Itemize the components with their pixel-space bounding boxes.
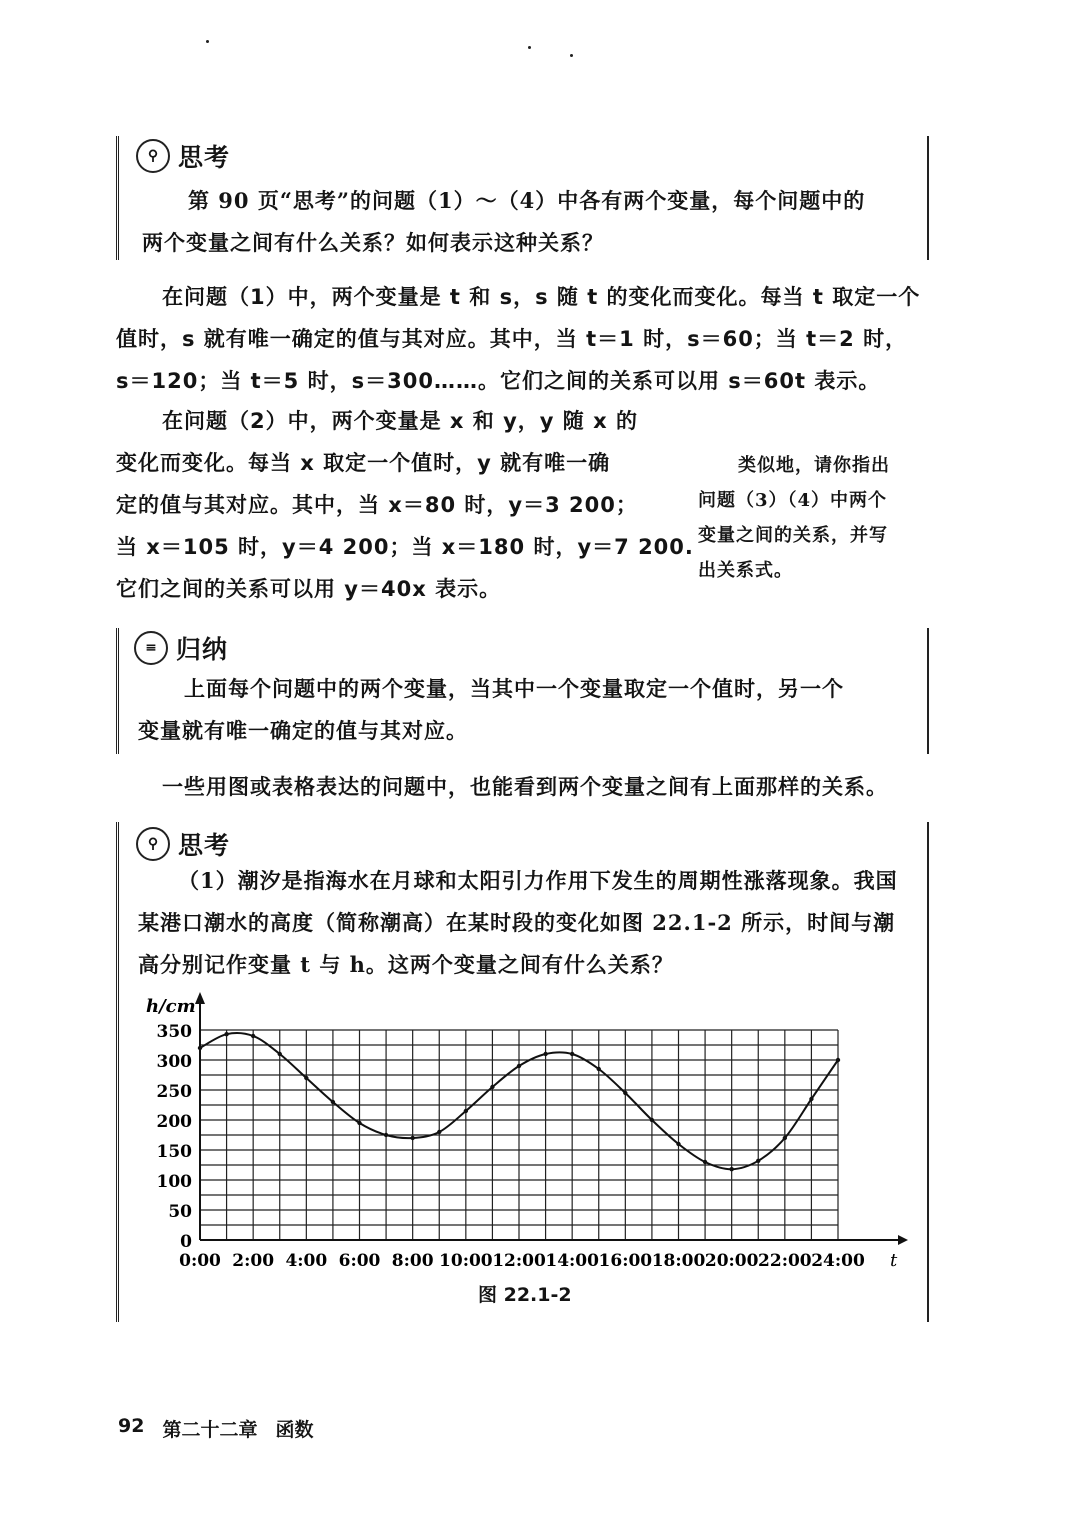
x-tick-label: 16:00: [598, 1251, 653, 1271]
side-note: [698, 448, 928, 588]
data-point: [437, 1130, 441, 1134]
paragraph-1: [116, 276, 932, 402]
text-line: 值时，s 就有唯一确定的值与其对应。其中，当 t＝1 时，s＝60；当 t＝2 时，: [116, 327, 908, 351]
y-tick-label: 50: [168, 1202, 192, 1222]
y-axis-arrow: [195, 992, 205, 1004]
data-point: [570, 1052, 574, 1056]
text-line: （1）潮汐是指海水在月球和太阳引力作用下发生的周期性涨落现象。我国: [178, 868, 898, 893]
data-point: [331, 1100, 335, 1104]
summary-title: 归纳: [176, 635, 229, 664]
data-point: [809, 1097, 813, 1101]
figure-caption: 图 22.1-2: [478, 1284, 572, 1306]
bridge-sentence: [116, 766, 932, 808]
speck: [570, 54, 573, 57]
text-line: 某港口潮水的高度（简称潮高）在某时段的变化如图 22.1-2 所示，时间与潮: [138, 910, 896, 935]
text-line: s＝120；当 t＝5 时，s＝300……。它们之间的关系可以用 s＝60t 表示。: [116, 369, 881, 393]
speck: [206, 40, 209, 43]
data-point: [464, 1109, 468, 1113]
text-line: 上面每个问题中的两个变量，当其中一个变量取定一个值时，另一个: [184, 676, 844, 701]
text-line: 变化而变化。每当 x 取定一个值时，y 就有唯一确: [116, 451, 611, 475]
x-tick-label: 4:00: [285, 1251, 328, 1271]
text-line: 在问题（2）中，两个变量是 x 和 y，y 随 x 的: [162, 409, 638, 433]
text-line: 它们之间的关系可以用 y＝40x 表示。: [116, 577, 502, 601]
data-point: [729, 1167, 733, 1171]
x-tick-label: 8:00: [391, 1251, 434, 1271]
page-number: 92: [118, 1415, 145, 1437]
x-tick-label: 18:00: [651, 1251, 706, 1271]
data-point: [278, 1052, 282, 1056]
data-point: [384, 1133, 388, 1137]
data-point: [224, 1032, 228, 1036]
x-tick-label: 12:00: [492, 1251, 546, 1271]
tide-chart: [120, 988, 910, 1278]
y-axis-label: h/cm: [146, 996, 196, 1017]
summary-heading: [134, 630, 228, 666]
text-line: 在问题（1）中，两个变量是 t 和 s，s 随 t 的变化而变化。每当 t 取定一个: [162, 285, 921, 309]
y-tick-label: 250: [156, 1082, 192, 1102]
data-point: [517, 1064, 521, 1068]
x-tick-label: 10:00: [439, 1251, 493, 1271]
y-tick-label: 0: [180, 1232, 192, 1252]
think-box-2-title: 思考: [178, 831, 231, 860]
data-point: [304, 1076, 308, 1080]
side-note-line: 变量之间的关系，并写: [698, 525, 888, 546]
data-point: [543, 1052, 547, 1056]
text-line: 高分别记作变量 t 与 h。这两个变量之间有什么关系？: [138, 952, 674, 977]
side-note-line: 出关系式。: [698, 560, 793, 581]
data-point: [410, 1136, 414, 1140]
text-line: 第 90 页“思考”的问题（1）～（4）中各有两个变量，每个问题中的: [188, 188, 866, 213]
y-tick-label: 200: [156, 1112, 192, 1132]
side-note-line: 问题（3）（4）中两个: [698, 490, 888, 511]
text-line: 两个变量之间有什么关系？如何表示这种关系？: [142, 230, 604, 255]
data-point: [357, 1121, 361, 1125]
paragraph-2: [116, 400, 694, 610]
data-point: [836, 1058, 840, 1062]
x-tick-label: 6:00: [338, 1251, 381, 1271]
x-tick-label: 20:00: [704, 1251, 759, 1271]
chapter-topic: 函数: [275, 1419, 314, 1441]
chapter-label: 第二十二章: [162, 1419, 258, 1441]
x-axis-label: t: [890, 1250, 898, 1271]
think-box-2-heading: [136, 826, 230, 862]
text-line: 当 x＝105 时，y＝4 200；当 x＝180 时，y＝7 200.: [116, 535, 694, 559]
data-point: [623, 1091, 627, 1095]
data-point: [490, 1085, 494, 1089]
x-tick-label: 14:00: [545, 1251, 599, 1271]
y-tick-label: 100: [156, 1172, 192, 1192]
think-box-1-heading: [136, 138, 230, 174]
think-box-2-text: [138, 860, 918, 986]
data-point: [251, 1034, 255, 1038]
data-point: [198, 1046, 202, 1050]
data-point: [650, 1118, 654, 1122]
text-line: 定的值与其对应。其中，当 x＝80 时，y＝3 200；: [116, 493, 638, 517]
x-tick-label: 2:00: [232, 1251, 275, 1271]
think-box-1-title: 思考: [178, 143, 231, 172]
data-point: [597, 1067, 601, 1071]
y-tick-label: 300: [156, 1052, 192, 1072]
x-tick-label: 0:00: [179, 1251, 221, 1271]
y-tick-label: 350: [156, 1022, 192, 1042]
data-point: [676, 1142, 680, 1146]
x-axis-arrow: [898, 1235, 908, 1245]
side-note-line: 类似地，请你指出: [738, 455, 890, 476]
think-icon: ⚲: [136, 827, 170, 861]
y-tick-label: 150: [156, 1142, 192, 1162]
text-line: 变量就有唯一确定的值与其对应。: [138, 718, 468, 743]
think-box-1-text: [142, 180, 912, 264]
x-tick-label: 22:00: [758, 1251, 812, 1271]
x-tick-label: 24:00: [811, 1251, 865, 1271]
text-line: 一些用图或表格表达的问题中，也能看到两个变量之间有上面那样的关系。: [162, 775, 888, 799]
speck: [528, 46, 531, 49]
page-footer: [118, 1415, 313, 1442]
data-point: [756, 1159, 760, 1163]
summary-text: [138, 668, 918, 752]
data-point: [703, 1160, 707, 1164]
think-icon: ⚲: [136, 139, 170, 173]
summary-icon: ≡: [134, 631, 168, 665]
data-point: [783, 1136, 787, 1140]
